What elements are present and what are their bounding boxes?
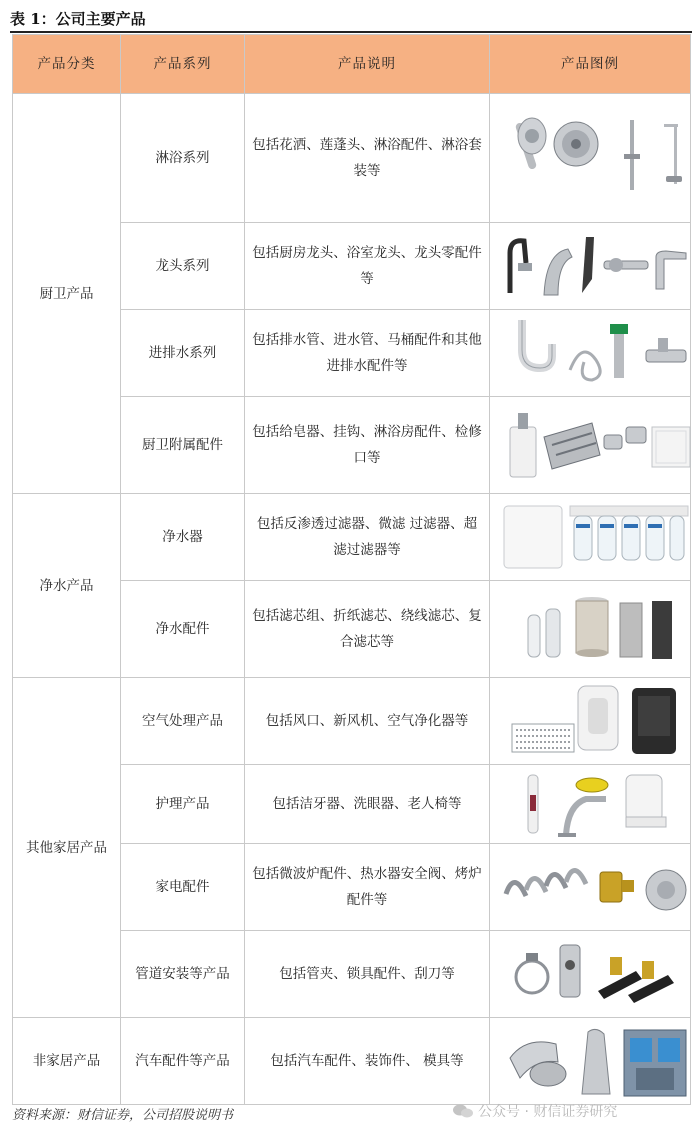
purifier-icon xyxy=(496,494,696,580)
description-cell: 包括给皂器、挂钩、淋浴房配件、检修口等 xyxy=(245,397,490,494)
water-purifier-image xyxy=(490,494,691,581)
wechat-icon xyxy=(452,1103,474,1119)
appliance-parts-image xyxy=(490,844,691,931)
header-category: 产品分类 xyxy=(13,35,121,94)
description-cell: 包括汽车配件、装饰件、 模具等 xyxy=(245,1018,490,1105)
auto-parts-image xyxy=(490,1018,691,1105)
description-cell: 包括微波炉配件、热水器安全阀、烤炉配件等 xyxy=(245,844,490,931)
description-cell: 包括排水管、进水管、马桶配件和其他进排水配件等 xyxy=(245,310,490,397)
table-row xyxy=(13,494,691,581)
table-row xyxy=(13,678,691,765)
series-cell: 净水器 xyxy=(121,494,245,581)
header-illustration: 产品图例 xyxy=(490,35,691,94)
series-cell: 淋浴系列 xyxy=(121,94,245,223)
series-cell: 进排水系列 xyxy=(121,310,245,397)
series-cell: 空气处理产品 xyxy=(121,678,245,765)
title-rule xyxy=(10,31,692,33)
faucet-products-image xyxy=(490,223,691,310)
series-cell: 净水配件 xyxy=(121,581,245,678)
pipe-install-image xyxy=(490,931,691,1018)
bath-accessories-image xyxy=(490,397,691,494)
series-cell: 龙头系列 xyxy=(121,223,245,310)
filter-icon xyxy=(496,581,696,677)
description-cell: 包括反渗透过滤器、微滤 过滤器、超滤过滤器等 xyxy=(245,494,490,581)
series-cell: 厨卫附属配件 xyxy=(121,397,245,494)
description-cell: 包括厨房龙头、浴室龙头、龙头零配件等 xyxy=(245,223,490,310)
appliance-icon xyxy=(496,844,696,930)
pipe-icon xyxy=(496,931,696,1017)
header-row xyxy=(13,35,691,94)
category-cell: 非家居产品 xyxy=(13,1018,121,1105)
table-row xyxy=(13,1018,691,1105)
description-cell: 包括管夹、锁具配件、刮刀等 xyxy=(245,931,490,1018)
watermark xyxy=(452,1101,617,1121)
series-cell: 汽车配件等产品 xyxy=(121,1018,245,1105)
products-table xyxy=(12,34,691,1105)
accessories-icon xyxy=(496,397,696,493)
air-products-image xyxy=(490,678,691,765)
plumbing-products-image xyxy=(490,310,691,397)
category-cell: 其他家居产品 xyxy=(13,678,121,1018)
header-series: 产品系列 xyxy=(121,35,245,94)
category-cell: 净水产品 xyxy=(13,494,121,678)
category-cell: 厨卫产品 xyxy=(13,94,121,494)
table-row xyxy=(13,94,691,223)
series-cell: 护理产品 xyxy=(121,765,245,844)
air-icon xyxy=(496,678,696,764)
source-note: 资料来源：财信证券，公司招股说明书 xyxy=(12,1108,234,1123)
description-cell: 包括滤芯组、折纸滤芯、绕线滤芯、复合滤芯等 xyxy=(245,581,490,678)
series-cell: 管道安装等产品 xyxy=(121,931,245,1018)
plumbing-icon xyxy=(496,310,696,396)
care-products-image xyxy=(490,765,691,844)
care-icon xyxy=(496,765,696,843)
description-cell: 包括花洒、莲蓬头、淋浴配件、淋浴套装等 xyxy=(245,94,490,223)
watermark-text: 公众号 · 财信证券研究 xyxy=(478,1104,618,1120)
description-cell: 包括洁牙器、洗眼器、老人椅等 xyxy=(245,765,490,844)
auto-icon xyxy=(496,1018,696,1104)
header-description: 产品说明 xyxy=(245,35,490,94)
table-title: 表 1：公司主要产品 xyxy=(10,10,146,28)
series-cell: 家电配件 xyxy=(121,844,245,931)
shower-products-image xyxy=(490,94,691,223)
faucet-icon xyxy=(496,223,696,309)
filter-cartridges-image xyxy=(490,581,691,678)
shower-icon xyxy=(496,94,696,222)
description-cell: 包括风口、新风机、空气净化器等 xyxy=(245,678,490,765)
